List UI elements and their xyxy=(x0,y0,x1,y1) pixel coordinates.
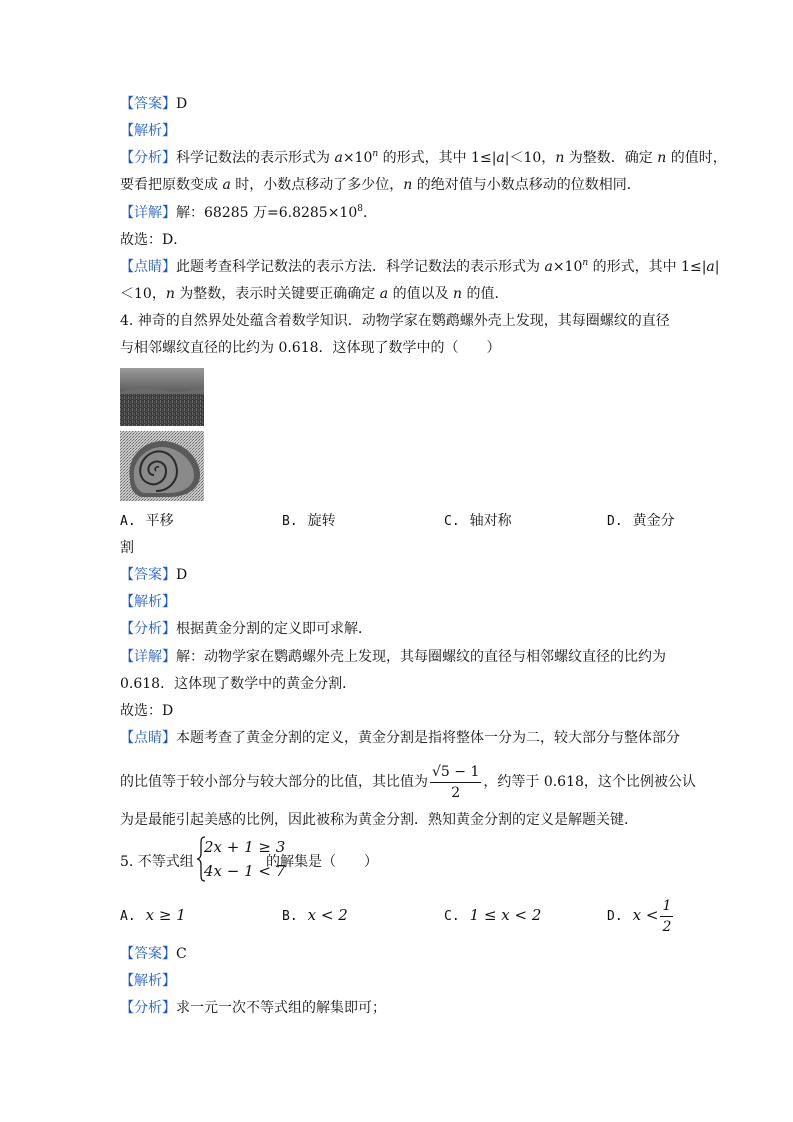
q4-option-c[interactable]: C. 轴对称 xyxy=(444,513,512,529)
q4-stem-line2: 与相邻螺纹直径的比约为 0.618．这体现了数学中的（ ） xyxy=(120,340,501,356)
q4-xiangjie-line1: 【详解】解：动物学家在鹦鹉螺外壳上发现，其每圈螺纹的直径与相邻螺纹直径的比约为 xyxy=(120,649,666,665)
q5-option-a[interactable]: A. x ≥ 1 xyxy=(120,906,186,924)
q3-jiexi: 【解析】 xyxy=(120,123,176,139)
nautilus-shell-photo xyxy=(120,431,204,501)
q5-jiexi: 【解析】 xyxy=(120,973,176,989)
q5-stem-suffix: 的解集是（ ） xyxy=(266,854,378,870)
q4-option-b[interactable]: B. 旋转 xyxy=(282,513,336,529)
q5-inequality-2: 4x − 1 < 7 xyxy=(204,862,286,880)
q5-fenxi: 【分析】求一元一次不等式组的解集即可； xyxy=(120,1000,386,1016)
q4-dianjing-line3: 为是最能引起美感的比例，因此被称为黄金分割．熟知黄金分割的定义是解题关键． xyxy=(120,812,638,828)
q4-jiexi: 【解析】 xyxy=(120,594,176,610)
q5-answer: 【答案】C xyxy=(120,946,187,962)
q4-answer: 【答案】D xyxy=(120,567,188,583)
q5-option-c[interactable]: C. 1 ≤ x < 2 xyxy=(444,906,542,924)
one-half-fraction: $\frac{1}{2}$ xyxy=(662,897,672,935)
q5-inequality-1: 2x + 1 ≥ 3 xyxy=(204,838,286,856)
golden-ratio-fraction: $\frac{√5 - 1}{2}$ xyxy=(432,763,480,801)
q4-xiangjie-line2: 0.618．这体现了数学中的黄金分割． xyxy=(120,676,357,692)
q3-fenxi-line1: 【分析】科学记数法的表示形式为 $a\times 10^n$ 的形式，其中 1≤|a|＜10，n 为整数．确定 n 的值时， xyxy=(120,149,727,166)
q4-option-d-wrap: 割 xyxy=(120,540,134,556)
q4-dianjing-line1: 【点睛】本题考查了黄金分割的定义，黄金分割是指将整体一分为二，较大部分与整体部分 xyxy=(120,730,680,746)
q5-option-d[interactable]: D. x < $\frac{1}{2}$ xyxy=(607,897,672,935)
q3-answer: 【答案】D xyxy=(120,96,188,112)
grassland-photo xyxy=(120,368,204,426)
q3-fenxi-line2: 要看把原数变成 a 时，小数点移动了多少位，n 的绝对值与小数点移动的位数相同． xyxy=(120,177,641,193)
q4-stem-line1: 4. 神奇的自然界处处蕴含着数学知识．动物学家在鹦鹉螺外壳上发现，其每圈螺纹的直径 xyxy=(120,313,670,329)
q3-dianjing-line1: 【点睛】此题考查科学记数法的表示方法．科学记数法的表示形式为 $a\times 10^n$ 的形式，其中 1≤|a| xyxy=(120,258,720,275)
q3-xiangjie: 【详解】解：68285 万$=6.8285\times 10^8$． xyxy=(120,204,377,221)
q4-dianjing-line2: 的比值等于较小部分与较大部分的比值，其比值为 $\frac{√5 - 1}{2}$ ，约等于 0.618，这个比例被公认 xyxy=(120,763,696,801)
q4-option-a[interactable]: A. 平移 xyxy=(120,513,174,529)
q4-fenxi: 【分析】根据黄金分割的定义即可求解． xyxy=(120,621,372,637)
q4-guxuan: 故选：D xyxy=(120,703,174,719)
q3-dianjing-line2: ＜10，n 为整数，表示时关键要正确确定 a 的值以及 n 的值． xyxy=(120,286,509,302)
q4-option-d[interactable]: D. 黄金分 xyxy=(607,513,675,529)
q5-option-b[interactable]: B. x < 2 xyxy=(282,906,348,924)
q5-stem-prefix: 5. 不等式组 xyxy=(120,854,194,870)
q3-guxuan: 故选：D． xyxy=(120,232,188,248)
